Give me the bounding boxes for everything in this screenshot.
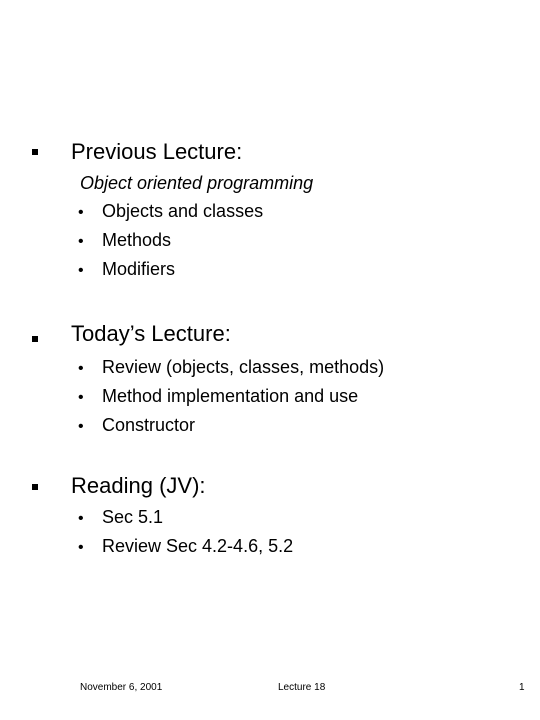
bullet-icon: • <box>78 539 84 556</box>
bullet-icon: • <box>78 233 84 250</box>
list-item <box>78 258 175 282</box>
list-item <box>78 356 384 380</box>
list-item-text: Modifiers <box>102 259 176 279</box>
section-heading: Today’s Lecture: <box>71 321 231 346</box>
list-item <box>78 229 171 253</box>
square-bullet-icon <box>32 484 38 490</box>
footer-title: Lecture 18 <box>278 682 326 693</box>
list-item-text: Objects and classes <box>102 201 264 221</box>
list-item <box>78 506 163 530</box>
list-item <box>78 385 358 409</box>
list-item-text: Methods <box>102 230 172 250</box>
square-bullet-icon <box>32 336 38 342</box>
page-number: 1 <box>519 682 525 693</box>
list-item-text: Constructor <box>102 415 196 435</box>
square-bullet-icon <box>32 149 38 155</box>
list-item-text: Method implementation and use <box>102 386 359 406</box>
bullet-icon: • <box>78 389 84 406</box>
bullet-icon: • <box>78 360 84 377</box>
section-heading: Previous Lecture: <box>71 139 243 164</box>
list-item <box>78 535 293 559</box>
list-item-text: Review Sec 4.2-4.6, 5.2 <box>102 536 294 556</box>
bullet-icon: • <box>78 262 84 279</box>
bullet-icon: • <box>78 418 84 435</box>
list-item-text: Review (objects, classes, methods) <box>102 357 385 377</box>
bullet-icon: • <box>78 510 84 527</box>
bullet-icon: • <box>78 204 84 221</box>
list-item-text: Sec 5.1 <box>102 507 164 527</box>
section-subheading: Object oriented programming <box>80 173 314 193</box>
footer-date: November 6, 2001 <box>80 682 163 693</box>
section-heading: Reading (JV): <box>71 473 206 498</box>
list-item <box>78 200 263 224</box>
list-item <box>78 414 195 438</box>
